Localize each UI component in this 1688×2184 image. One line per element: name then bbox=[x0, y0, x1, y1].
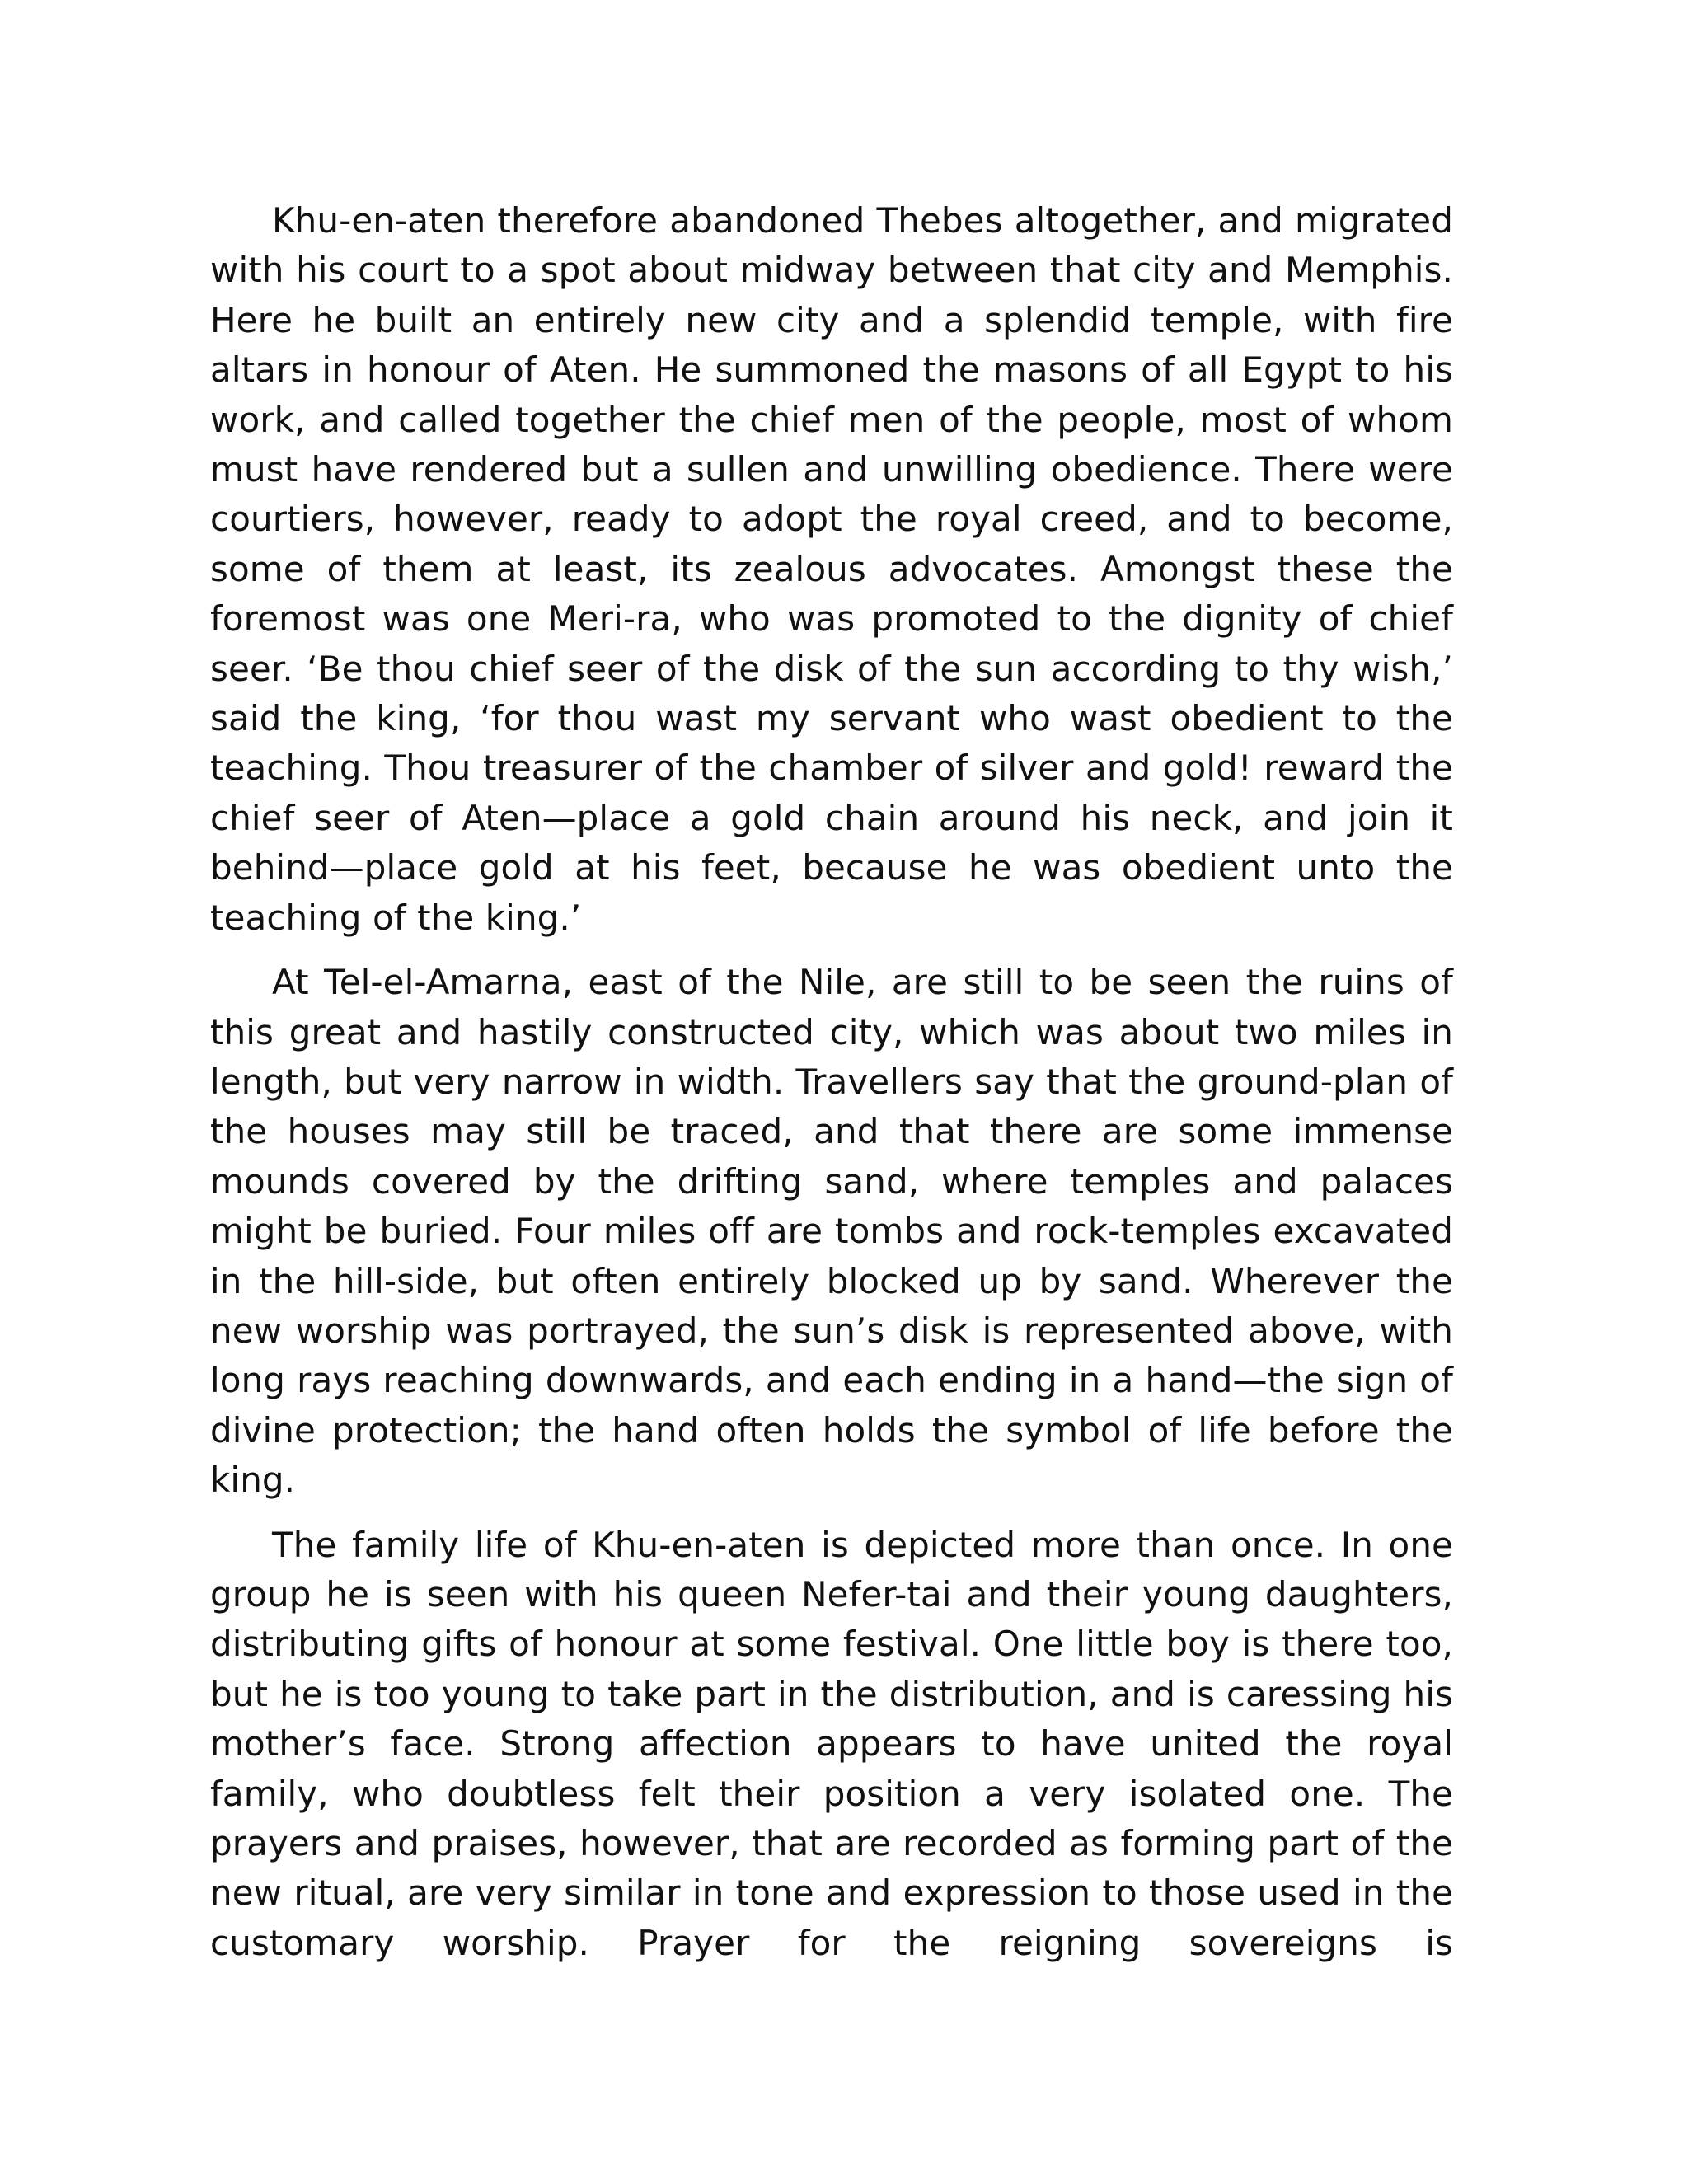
paragraph-1: Khu-en-aten therefore abandoned Thebes altogether, and migrated with his court to a spot about midway between that city and Memphis. Here he built an entirely new city and a splendid temple, with fire altars in honour of Aten. He summoned the masons of all Egypt to his work, and called together the chief men of the people, most of whom must have rendered but a sullen and unwilling obedience. There were courtiers, however, ready to adopt the royal creed, and to become, some of them at least, its zealous advocates. Amongst these the foremost was one Meri-ra, who was promoted to the dignity of chief seer. ‘Be thou chief seer of the disk of the sun according to thy wish,’ said the king, ‘for thou wast my servant who wast obedient to the teaching. Thou treasurer of the chamber of silver and gold! reward the chief seer of Aten—place a gold chain around his neck, and join it behind—place gold at his feet, because he was obedient unto the teaching of the king.’ bbox=[210, 200, 1453, 938]
body-text bbox=[210, 196, 1453, 1983]
paragraph-3: The family life of Khu-en-aten is depicted more than once. In one group he is seen with his queen Nefer-tai and their young daughters, distributing gifts of honour at some festival. One little boy is there too, but he is too young to take part in the distribution, and is caressing his mother’s face. Strong affection appears to have united the royal family, who doubtless felt their position a very isolated one. The prayers and praises, however, that are recorded as forming part of the new ritual, are very similar in tone and expression to those used in the customary worship. Prayer for the reigning sovereigns is bbox=[210, 1524, 1453, 1963]
paragraph-2: At Tel-el-Amarna, east of the Nile, are still to be seen the ruins of this great and hastily constructed city, which was about two miles in length, but very narrow in width. Travellers say that the ground-plan of the houses may still be traced, and that there are some immense mounds covered by the drifting sand, where temples and palaces might be buried. Four miles off are tombs and rock-temples excavated in the hill-side, but often entirely blocked up by sand. Wherever the new worship was portrayed, the sun’s disk is represented above, with long rays reaching downwards, and each ending in a hand—the sign of divine protection; the hand often holds the symbol of life before the king. bbox=[210, 962, 1453, 1501]
